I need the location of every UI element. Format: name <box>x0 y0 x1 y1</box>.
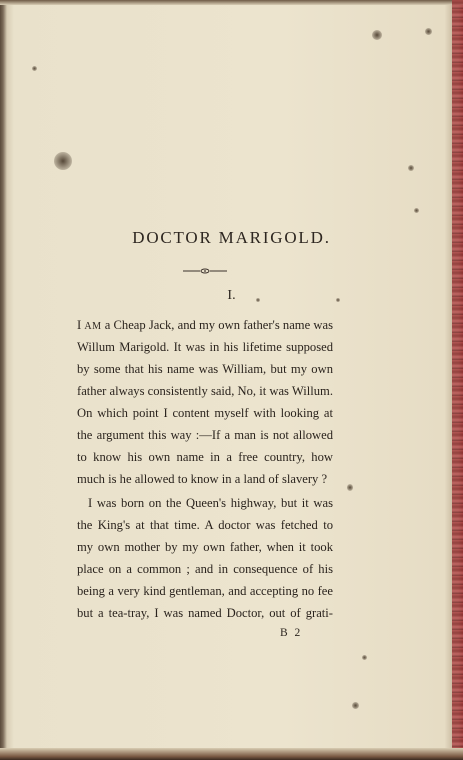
text-line: I was born on the Queen's highway, but it was <box>88 496 333 510</box>
text-line: the argument this way :—If a man is not allowed <box>77 428 333 442</box>
text-line: On which point I content myself with looking at <box>77 406 333 420</box>
lead-smallcaps: AM <box>84 321 102 332</box>
text-line: being a very kind gentleman, and accepting no fee <box>77 584 333 598</box>
text-line: but a tea-tray, I was named Doctor, out of grati- <box>77 606 333 620</box>
ornament-rule-icon <box>183 268 227 274</box>
text-line: the King's at that time. A doctor was fetched to <box>77 518 333 532</box>
text-line-content: a Cheap Jack, and my own father's name was <box>104 318 333 332</box>
lead-initial: I <box>77 318 82 332</box>
text-line: my own mother by my own father, when it took <box>77 540 333 554</box>
text-line: by some that his name was William, but my own <box>77 362 333 376</box>
page-title: DOCTOR MARIGOLD. <box>132 228 331 247</box>
text-line: place on a common ; and in consequence of his <box>77 562 333 576</box>
text-line <box>77 314 333 336</box>
text-line: to know his own name in a free country, how <box>77 450 333 464</box>
signature-mark: B 2 <box>280 627 303 639</box>
chapter-number: I. <box>227 288 236 303</box>
text-line: much is he allowed to know in a land of slavery ? <box>77 472 328 486</box>
text-line: Willum Marigold. It was in his lifetime supposed <box>77 340 333 354</box>
text-line: father always consistently said, No, it was Willum. <box>77 384 333 398</box>
